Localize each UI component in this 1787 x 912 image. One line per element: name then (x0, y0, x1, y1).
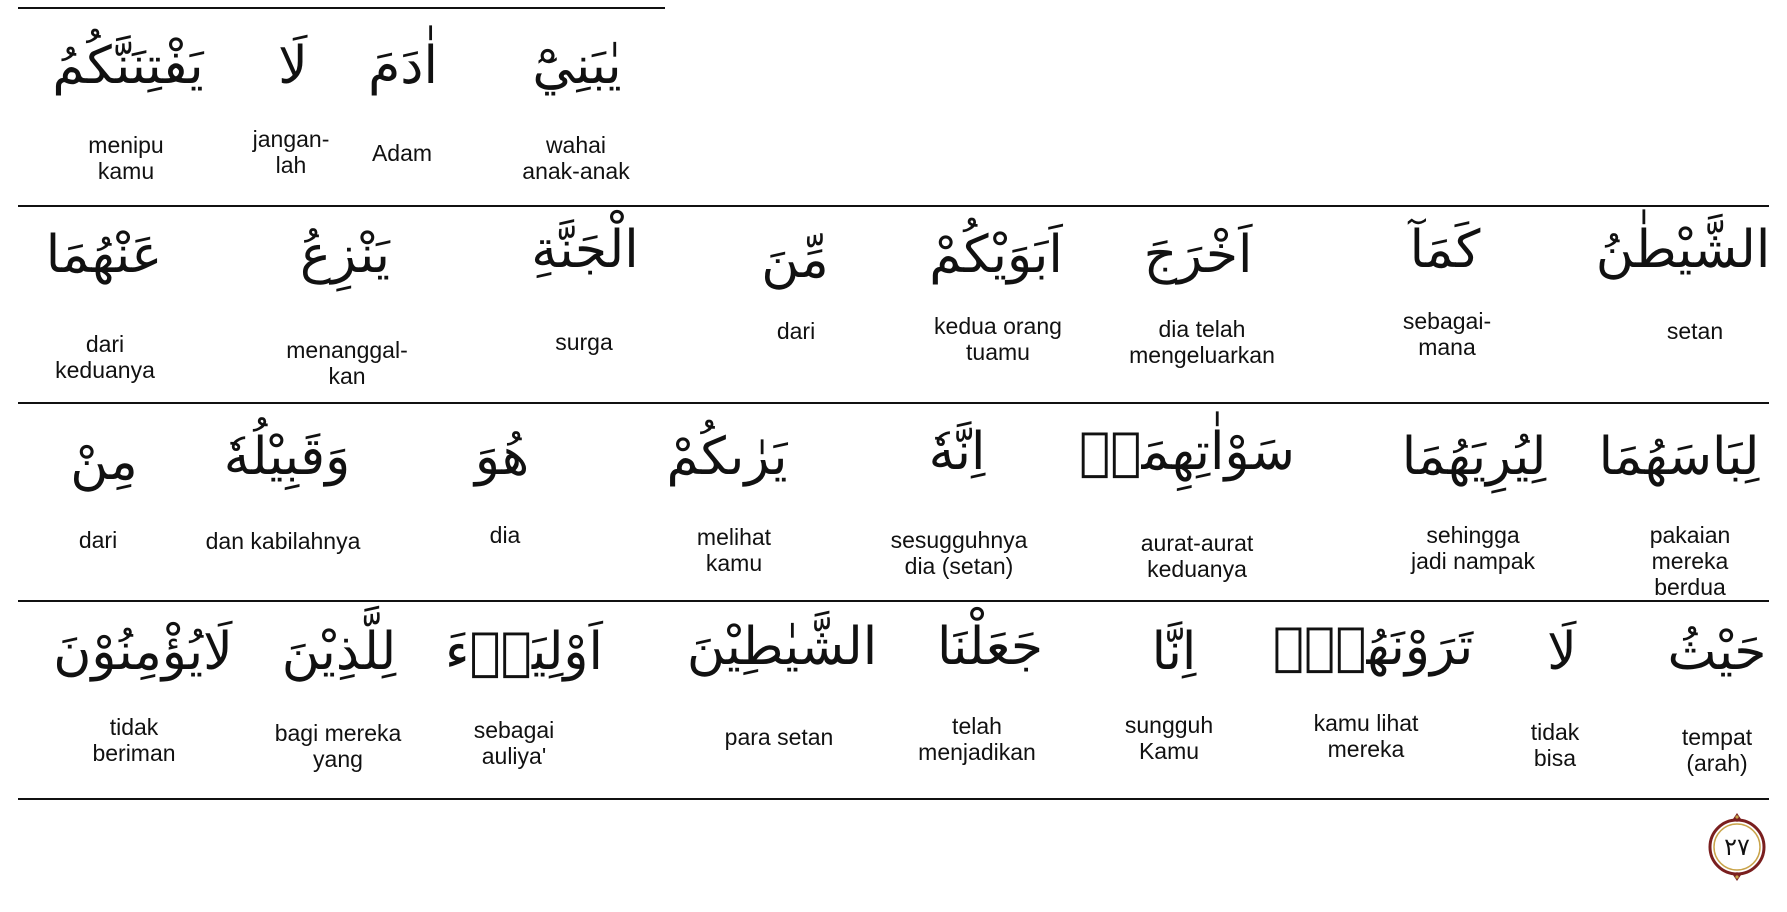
row-divider (18, 402, 1769, 404)
arabic-word: اَوْلِيَاۤءَ (445, 622, 603, 682)
word-meaning: kedua orang tuamu (934, 313, 1062, 365)
word-meaning: telah menjadikan (918, 713, 1036, 765)
word-meaning: setan (1666, 318, 1724, 344)
arabic-word: الْجَنَّةِ (531, 220, 639, 280)
arabic-word: لَا (1547, 622, 1577, 682)
word-meaning: dari (78, 527, 118, 553)
arabic-word: لَا (278, 36, 308, 96)
arabic-word: يَفْتِنَنَّكُمُ (52, 36, 204, 96)
bottom-rule (18, 798, 1769, 800)
arabic-word: اِنَّا (1151, 622, 1197, 682)
word-meaning: surga (555, 329, 613, 355)
arabic-word: لِلَّذِيْنَ (281, 622, 397, 682)
word-meaning: dari (776, 318, 816, 344)
word-meaning: sebagai auliya' (473, 717, 555, 769)
word-meaning: kamu lihat mereka (1313, 710, 1419, 762)
word-meaning: sebagai- mana (1402, 308, 1492, 360)
arabic-word: تَرَوْنَهُمْۗ (1272, 617, 1474, 677)
arabic-word: جَعَلْنَا (937, 617, 1043, 677)
arabic-word: اِنَّهٗ (928, 422, 986, 482)
top-rule (18, 7, 665, 9)
word-meaning: tidak bisa (1530, 719, 1580, 771)
arabic-word: وَقَبِيْلُهٗ (223, 427, 351, 487)
word-meaning: Adam (371, 140, 433, 166)
word-meaning: bagi mereka yang (274, 720, 402, 772)
word-meaning: para setan (724, 724, 834, 750)
arabic-word: حَيْثُ (1667, 622, 1767, 682)
arabic-word: اٰدَمَ (368, 36, 438, 96)
word-meaning: menanggal- kan (286, 337, 408, 389)
arabic-word: هُوَ (474, 427, 530, 487)
word-meaning: pakaian mereka berdua (1649, 522, 1731, 600)
word-meaning: sungguh Kamu (1124, 712, 1214, 764)
arabic-word: الشَّيْطٰنُ (1595, 220, 1771, 280)
word-meaning: sehingga jadi nampak (1410, 522, 1536, 574)
arabic-word: اَخْرَجَ (1143, 225, 1253, 285)
row-divider (18, 205, 1769, 207)
arabic-word: اَبَوَيْكُمْ (929, 225, 1063, 285)
arabic-word: الشَّيٰطِيْنَ (686, 617, 878, 677)
word-meaning: dan kabilahnya (205, 528, 361, 554)
word-meaning: sesugguhnya dia (setan) (890, 527, 1028, 579)
arabic-word: يٰبَنِيْٓ (532, 36, 622, 96)
word-meaning: wahai anak-anak (522, 132, 630, 184)
word-meaning: dia (489, 522, 521, 548)
word-meaning: jangan- lah (252, 126, 330, 178)
arabic-word: يَنْزِعُ (300, 225, 390, 285)
word-meaning: dia telah mengeluarkan (1129, 316, 1275, 368)
arabic-word: كَمَآ (1409, 220, 1481, 280)
arabic-word: يَرٰىكُمْ (666, 427, 788, 487)
arabic-word: لِبَاسَهُمَا (1598, 427, 1760, 487)
arabic-word: مِّنَ (761, 230, 829, 290)
page-number-ornament (1706, 811, 1768, 883)
word-meaning: melihat kamu (696, 524, 772, 576)
word-meaning: tidak beriman (92, 714, 176, 766)
word-meaning: dari keduanya (55, 331, 155, 383)
arabic-word: سَوْاٰتِهِمَاۗ (1079, 422, 1295, 482)
word-meaning: menipu kamu (88, 132, 164, 184)
arabic-word: لِيُرِيَهُمَا (1401, 427, 1547, 487)
page-number: ٢٧ (1724, 833, 1750, 861)
arabic-word: لَايُؤْمِنُوْنَ (53, 622, 233, 682)
word-meaning: tempat (arah) (1681, 724, 1753, 776)
arabic-word: عَنْهُمَا (45, 225, 163, 285)
row-divider (18, 600, 1769, 602)
word-meaning: aurat-aurat keduanya (1140, 530, 1254, 582)
arabic-word: مِنْ (70, 432, 138, 492)
